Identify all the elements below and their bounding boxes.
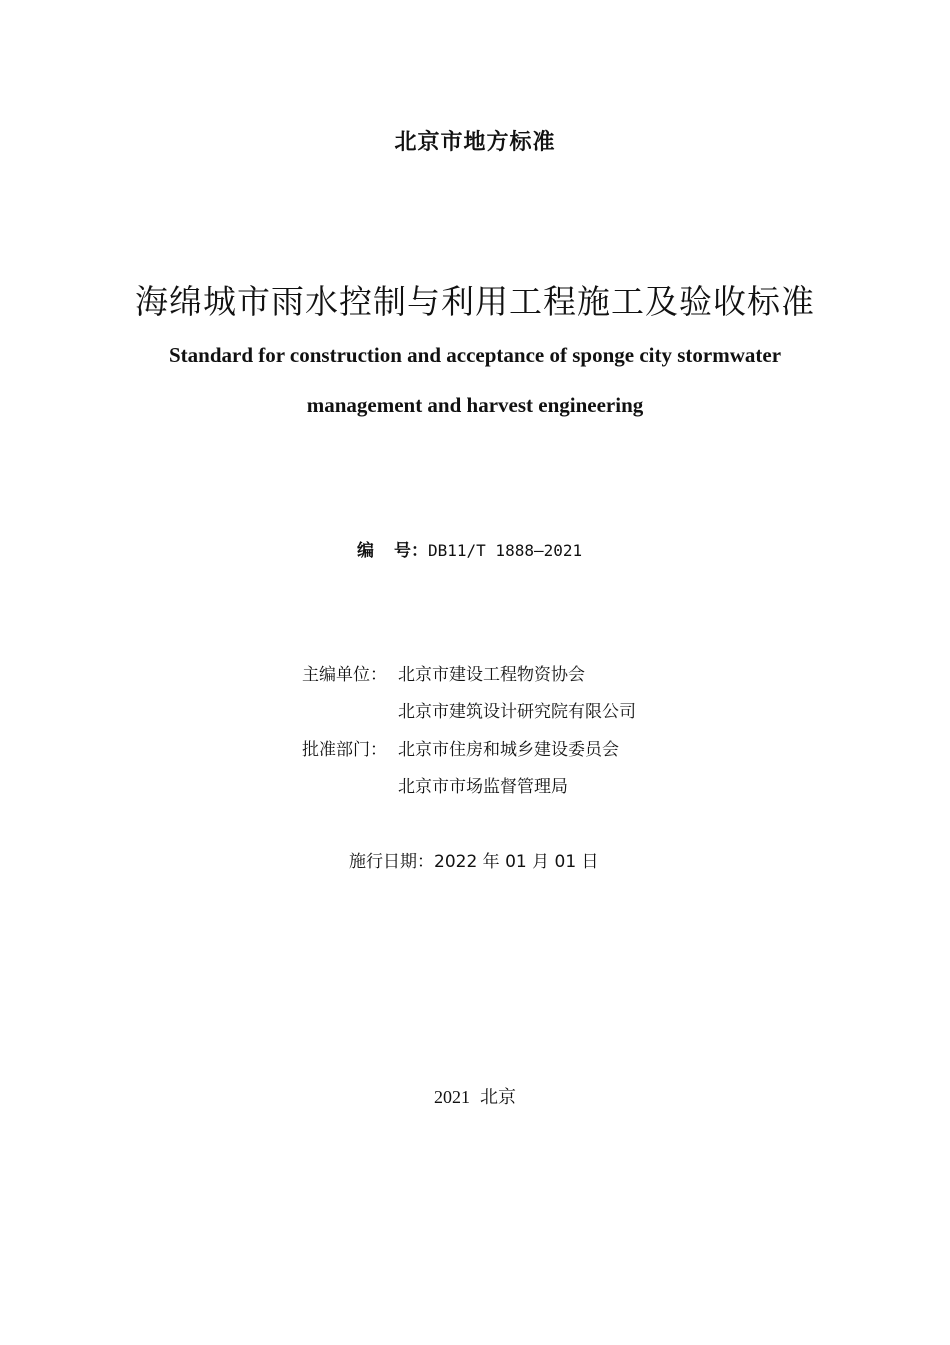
title-english-line-1: Standard for construction and acceptance of sponge city stormwater [168, 343, 782, 367]
editor-label: 主编单位： [302, 665, 387, 685]
code-value: DB11/T 1888—2021 [428, 541, 583, 560]
effective-date-value: 2022 年 01 月 01 日 [434, 852, 599, 872]
editor-org-row-1 [302, 660, 585, 685]
approver-org-row-1 [302, 735, 619, 760]
approver-org-row-2 [302, 772, 568, 797]
publication-place: 北京 [480, 1087, 516, 1108]
publication-year: 2021 [434, 1087, 470, 1107]
editor-org-1: 北京市建设工程物资协会 [398, 665, 585, 685]
title-chinese: 海绵城市雨水控制与利用工程施工及验收标准 [135, 282, 815, 321]
standard-code [357, 536, 582, 561]
effective-date [349, 847, 599, 872]
effective-date-label: 施行日期： [349, 852, 434, 872]
approver-org-2: 北京市市场监督管理局 [398, 777, 568, 797]
editor-org-2: 北京市建筑设计研究院有限公司 [398, 702, 636, 722]
standard-category: 北京市地方标准 [394, 130, 556, 155]
title-english-line-2: management and harvest engineering [306, 393, 644, 417]
approver-org-1: 北京市住房和城乡建设委员会 [398, 740, 619, 760]
publication-footer [0, 1083, 950, 1109]
code-label: 编 号： [357, 541, 428, 561]
editor-org-row-2 [302, 697, 636, 722]
approver-label: 批准部门： [302, 740, 387, 760]
